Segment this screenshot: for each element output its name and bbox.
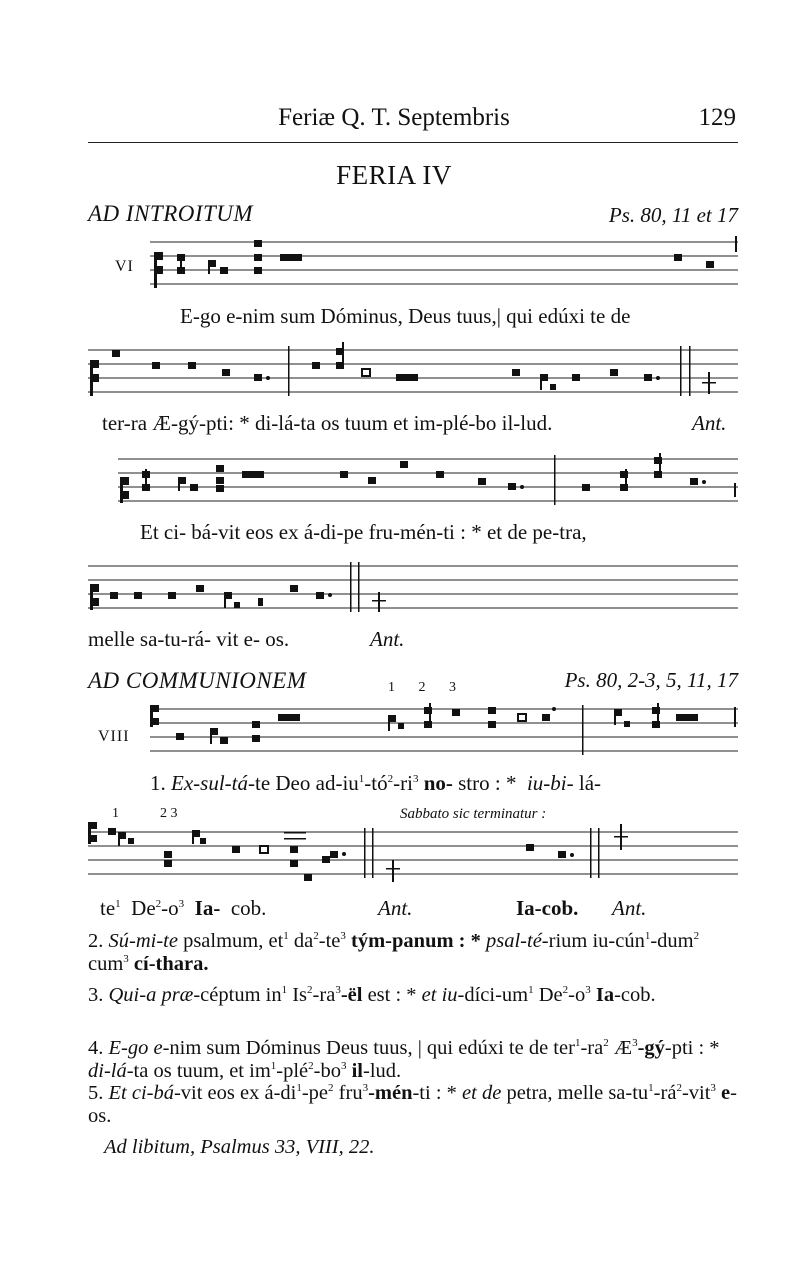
lyric-italic: iu-bi- [526, 771, 574, 795]
verse-italic: Sú-mi-te [108, 930, 178, 952]
verse-text: -ra [580, 1037, 604, 1059]
introit-lyrics-2: ter-ra Æ-gý-pti: * di-lá-ta os tuum et im-plé-bo il-lud. [102, 411, 553, 435]
introit-lyrics-1: E-go e-nim sum Dóminus, Deus tuus,| qui edúxi te de [180, 304, 631, 328]
sup: 2 [676, 1082, 682, 1095]
verse-text: -os. [88, 1082, 737, 1127]
sup: 3 [710, 1082, 716, 1095]
verse-bold: tým-panum : * [345, 930, 486, 952]
verse-text: -vit eos ex á-di [173, 1082, 297, 1104]
sup: 3 [412, 773, 419, 785]
communion-marker-a: 1 [112, 806, 119, 821]
verse-number-1: 1. [150, 771, 166, 795]
footer-note: Ad libitum, Psalmus 33, VIII, 22. [104, 1136, 375, 1158]
verse-italic: præ [161, 984, 194, 1006]
lyric-italic: Ex-sul-tá- [171, 771, 255, 795]
day-title: FERIA IV [336, 160, 452, 190]
communion-ant-1: Ant. [378, 896, 413, 920]
verse-text: petra, melle sa-tu [501, 1082, 649, 1104]
verse-text: -plé [276, 1060, 309, 1082]
verse-italic: Et ci-bá [108, 1082, 174, 1104]
lyric: cob. [230, 896, 267, 920]
sup: 1 [574, 1037, 581, 1050]
verse-3 [88, 984, 738, 1007]
sup: 2 [308, 1060, 314, 1073]
introit-ant-label-1: Ant. [692, 411, 727, 435]
lyric: te [100, 896, 116, 920]
lyric-bold: no- [423, 771, 453, 795]
communion-mode: VIII [98, 728, 130, 745]
verse-text: -díci-um [457, 984, 529, 1006]
header-rule [88, 142, 738, 143]
sup: 2 [313, 930, 319, 943]
sup: 2 [693, 930, 700, 943]
lyric: lá- [578, 771, 602, 795]
communion-iacob: Ia-cob. [516, 896, 579, 920]
lyric: te Deo ad-iu [254, 771, 359, 795]
verse-text: -dum [650, 930, 694, 952]
introit-psalm-ref: Ps. 80, 11 et 17 [608, 203, 738, 227]
sup: 2 [155, 898, 162, 910]
verse-text: -lud. [363, 1060, 402, 1082]
marker-1: 1 [388, 680, 395, 695]
sup: 3 [362, 1082, 369, 1095]
sup: 1 [528, 984, 534, 997]
verse-bold: cí-thara. [128, 953, 209, 975]
verse-text: Is [287, 984, 308, 1006]
introit-heading: AD INTROITUM [88, 201, 254, 226]
sup: 3 [335, 984, 341, 997]
verse-text: -nim sum Dóminus Deus tuus, | qui edúxi te de ter [162, 1037, 575, 1059]
verse-text: -céptum in [193, 984, 282, 1006]
verse-text: Æ [608, 1037, 633, 1059]
verse-bold: e [715, 1082, 731, 1104]
verse-bold: -mén [368, 1082, 413, 1104]
verse-num: 4. [88, 1037, 104, 1059]
verse-text: De [533, 984, 563, 1006]
lyric: -tó [364, 771, 388, 795]
chant-staff-5 [150, 705, 738, 761]
sup: 1 [358, 773, 365, 785]
lyric: -o [161, 896, 179, 920]
sup: 1 [283, 930, 289, 943]
verse-bold: il [346, 1060, 364, 1082]
chant-staff-1 [150, 238, 738, 294]
running-header-title: Feriæ Q. T. Septembris [278, 104, 510, 131]
verse-text: psalmum, et [177, 930, 284, 952]
communion-marker-b: 2 3 [160, 806, 178, 821]
communion-psalm-ref: Ps. 80, 2-3, 5, 11, 17 [564, 668, 738, 692]
communion-line-2 [100, 896, 266, 921]
verse-text: -vit [681, 1082, 711, 1104]
verse-text: -rá [653, 1082, 677, 1104]
lyric-bold: Ia- [194, 896, 221, 920]
verse-num: 3. [88, 984, 104, 1006]
lyric: De [131, 896, 156, 920]
verse-italic: et iu [421, 984, 458, 1006]
verse-italic: psal-té [486, 930, 542, 952]
communion-ant-2: Ant. [612, 896, 647, 920]
communion-heading: AD COMMUNIONEM [88, 668, 307, 693]
chant-staff-6 [88, 828, 738, 888]
sup: 3 [632, 1037, 638, 1050]
chant-staff-3 [118, 455, 738, 511]
verse-num: 2. [88, 930, 104, 952]
chant-staff-2 [88, 346, 738, 402]
verse-text: -ra [312, 984, 336, 1006]
verse-4 [88, 1037, 738, 1083]
sup: 1 [644, 930, 651, 943]
verse-5 [88, 1082, 738, 1128]
sup: 2 [307, 984, 313, 997]
verse-num: 5. [88, 1082, 104, 1104]
chant-staff-4 [88, 562, 738, 618]
lyric: stro : * [458, 771, 517, 795]
verse-italic: Qui-a [108, 984, 157, 1006]
introit-lyrics-4: melle sa-tu-rá- vit e- os. [88, 627, 290, 651]
verse-text: -te [318, 930, 341, 952]
sup: 1 [648, 1082, 654, 1095]
verse-text: -o [568, 984, 586, 1006]
lyric: -ri [393, 771, 413, 795]
verse-text: -rium iu-cún [541, 930, 645, 952]
verse-italic: E-go e [108, 1037, 163, 1059]
verse-text: est : * [362, 984, 422, 1006]
sup: 3 [340, 930, 346, 943]
verse-italic: et de [462, 1082, 502, 1104]
verse-text: -pe [301, 1082, 329, 1104]
verse-text: -ta os tuum, et im [126, 1060, 271, 1082]
marker-3: 3 [449, 680, 456, 695]
sup: 3 [340, 1060, 347, 1073]
sup: 1 [281, 984, 288, 997]
sup: 3 [123, 953, 129, 966]
verse-text: -ti : * [412, 1082, 463, 1104]
verse-bold: -ël [340, 984, 363, 1006]
verse-text: cum [88, 953, 124, 975]
verse-text: fru [333, 1082, 363, 1104]
sup: 2 [328, 1082, 334, 1095]
communion-line-1 [150, 771, 601, 796]
verse-text: -cob. [614, 984, 656, 1006]
sup: 3 [178, 898, 185, 910]
verse-text: da [288, 930, 314, 952]
verse-text: -bo [313, 1060, 341, 1082]
introit-ant-label-2: Ant. [370, 627, 405, 651]
verse-bold: Ia [590, 984, 615, 1006]
verse-2 [88, 930, 738, 976]
sup: 1 [115, 898, 121, 910]
introit-mode: VI [115, 258, 134, 275]
communion-markers-1 [388, 680, 456, 696]
introit-lyrics-3: Et ci- bá-vit eos ex á-di-pe fru-mén-ti : * et de pe-tra, [140, 520, 587, 544]
sup: 3 [585, 984, 591, 997]
verse-bold: -gý [637, 1037, 665, 1059]
sup: 2 [562, 984, 569, 997]
sup: 2 [387, 773, 394, 785]
sabbato-note: Sabbato sic terminatur : [400, 806, 547, 822]
verse-italic: di-lá [88, 1060, 127, 1082]
sup: 1 [296, 1082, 302, 1095]
sup: 1 [270, 1060, 277, 1073]
sup: 2 [603, 1037, 609, 1050]
marker-2: 2 [418, 680, 426, 695]
page-number: 129 [698, 104, 736, 131]
verse-text: -pti : * [664, 1037, 720, 1059]
